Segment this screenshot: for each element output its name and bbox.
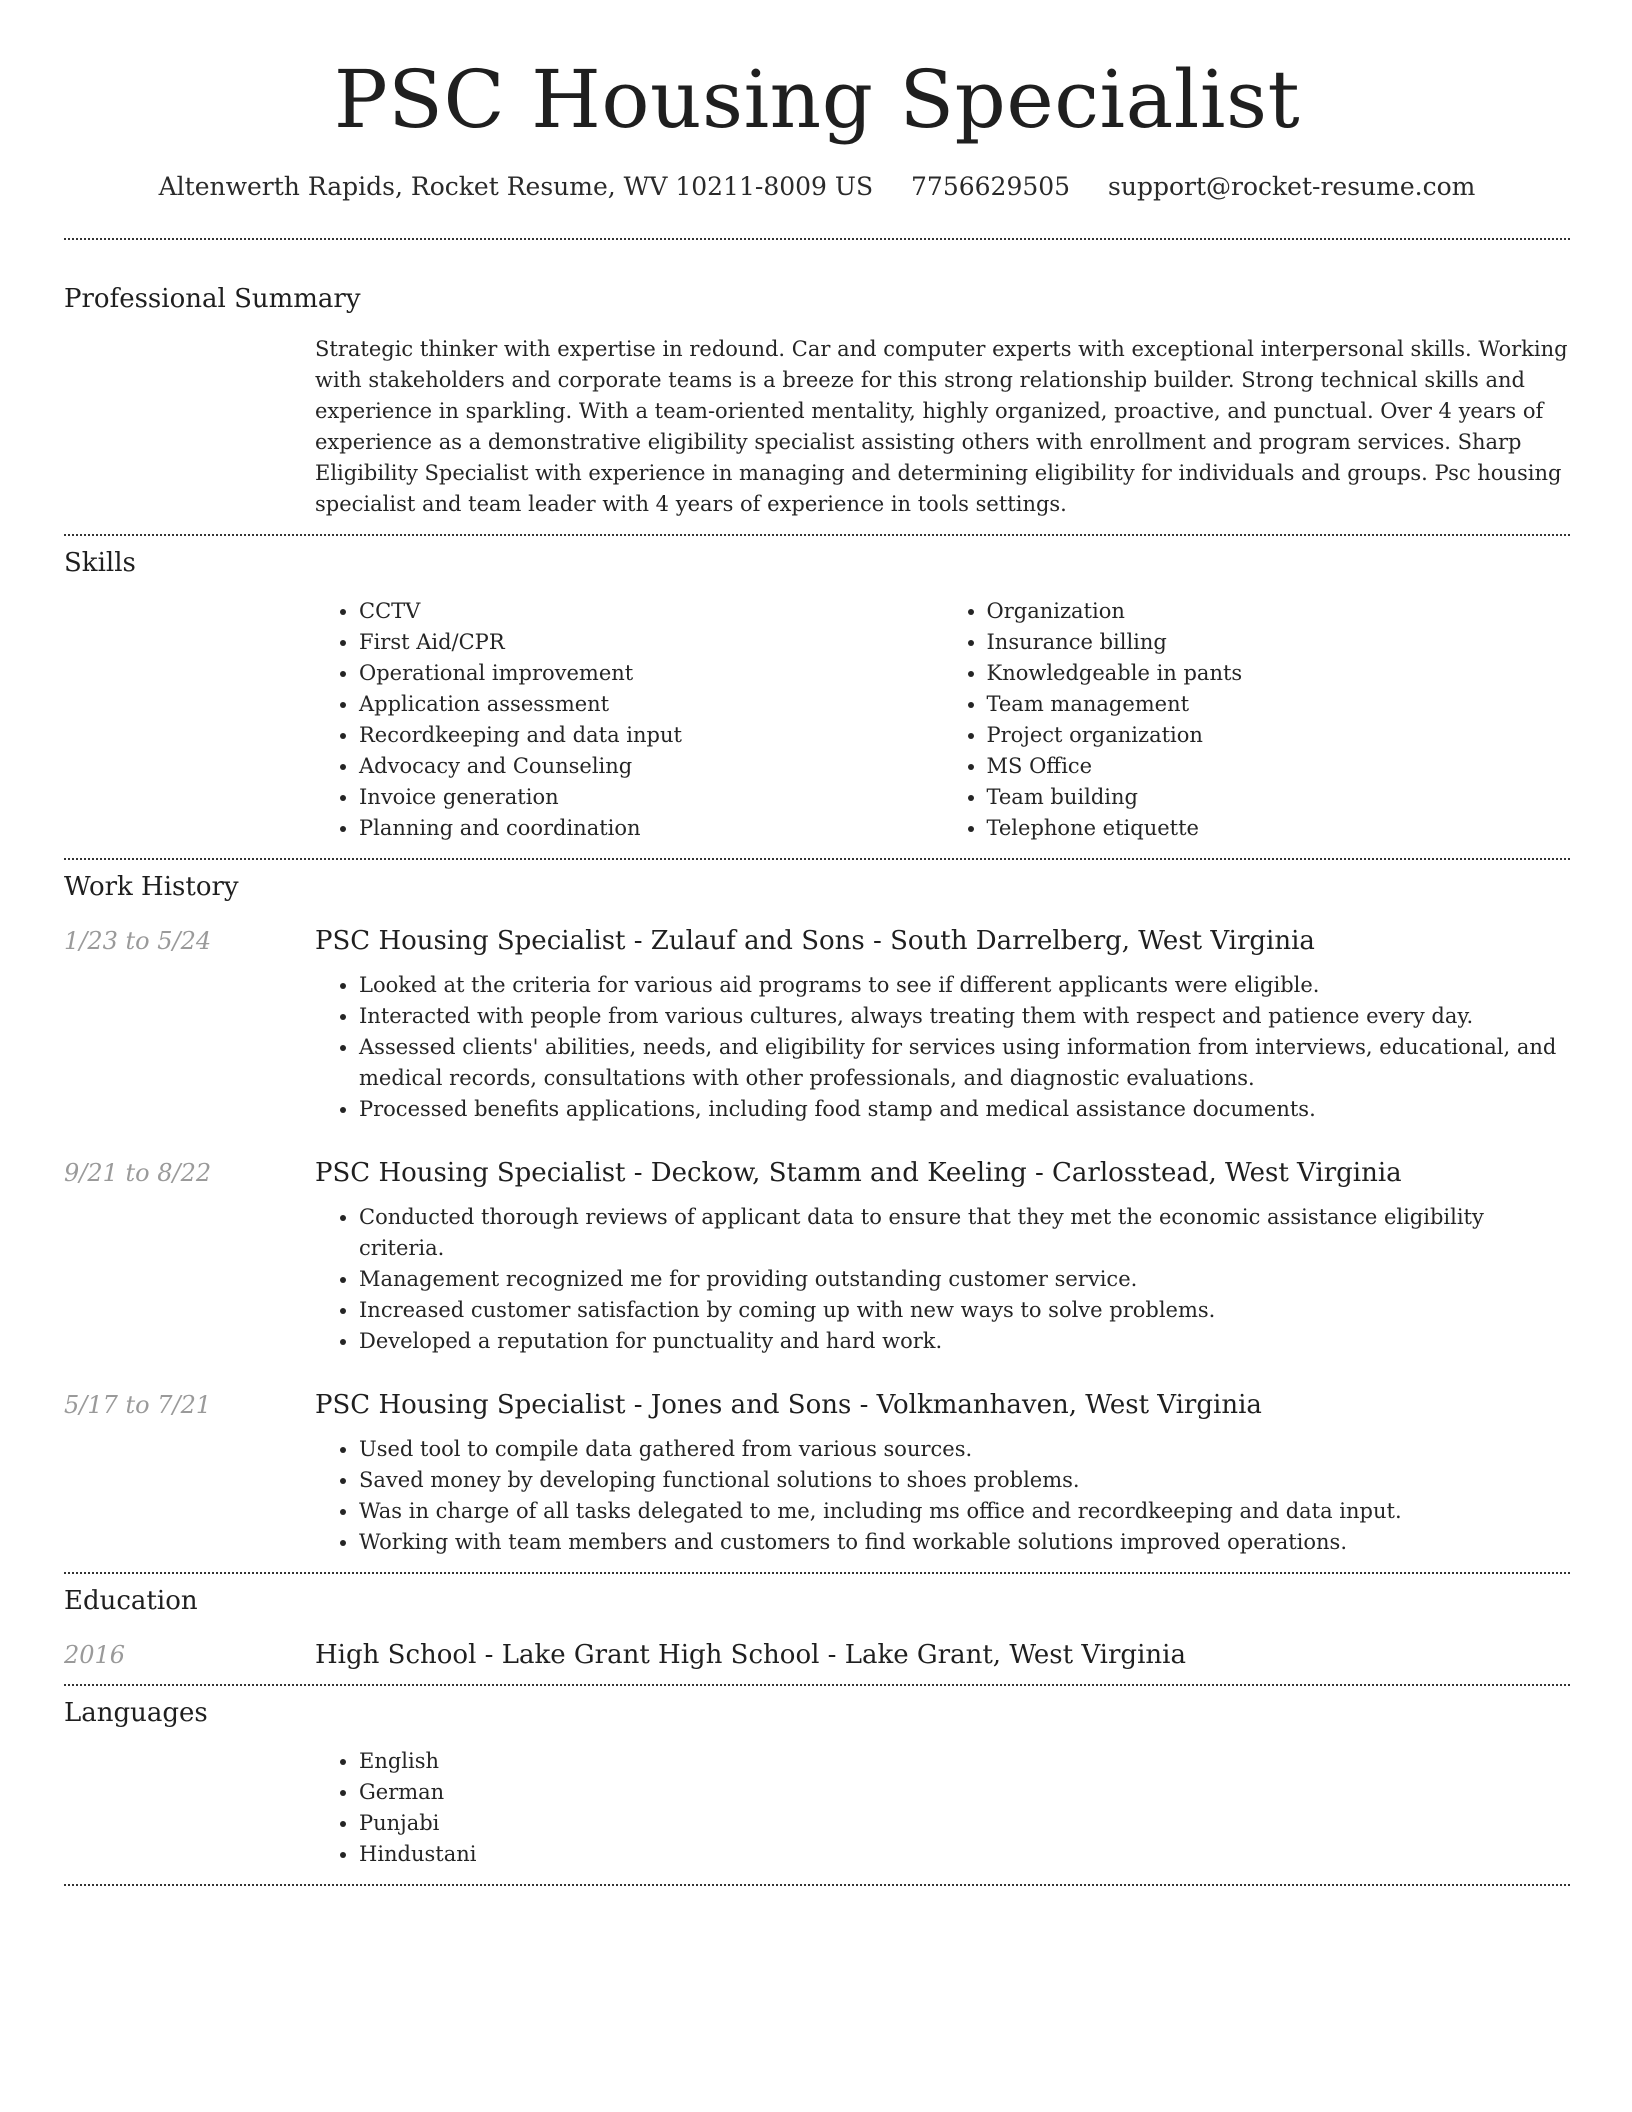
job-bullets xyxy=(315,1434,1570,1558)
section-title-summary: Professional Summary xyxy=(64,284,361,314)
skill-item: • Telephone etiquette xyxy=(987,813,1571,844)
divider xyxy=(64,1884,1570,1886)
language-item: • Punjabi xyxy=(359,1808,1570,1839)
job-bullet: • Working with team members and customers to find workable solutions improved operations. xyxy=(359,1527,1570,1558)
job-bullet: • Used tool to compile data gathered from various sources. xyxy=(359,1434,1570,1465)
job-entry xyxy=(64,1390,1570,1558)
job-bullet: • Processed benefits applications, including food stamp and medical assistance documents. xyxy=(359,1094,1570,1125)
skills-left-column xyxy=(315,596,943,844)
contact-line xyxy=(64,170,1570,204)
skill-item: • Team management xyxy=(987,689,1571,720)
summary-text: Strategic thinker with expertise in redound. Car and computer experts with exceptional interpersonal skills. Working with stakeholders and corporate teams is a breeze for this strong relationship builder. Strong technical skills and experience in sparkling. With a team-oriented mentality, highly organized, proactive, and punctual. Over 4 years of experience as a demonstrative eligibility specialist assisting others with enrollment and program services. Sharp Eligibility Specialist with experience in managing and determining eligibility for individuals and groups. Psc housing specialist and team leader with 4 years of experience in tools settings. xyxy=(315,337,1568,516)
job-dates: 5/17 to 7/21 xyxy=(64,1391,212,1419)
language-item: • German xyxy=(359,1777,1570,1808)
job-bullet: • Conducted thorough reviews of applicant data to ensure that they met the economic assistance eligibility criteria. xyxy=(359,1202,1570,1264)
job-bullet: • Looked at the criteria for various aid programs to see if different applicants were eligible. xyxy=(359,970,1570,1001)
job-bullet: • Interacted with people from various cultures, always treating them with respect and patience every day. xyxy=(359,1001,1570,1032)
divider xyxy=(64,238,1570,240)
skill-item: • Insurance billing xyxy=(987,627,1571,658)
job-dates: 1/23 to 5/24 xyxy=(64,927,212,955)
job-title: PSC Housing Specialist - Deckow, Stamm and Keeling - Carlosstead, West Virginia xyxy=(315,1158,1402,1188)
skill-item: • Knowledgeable in pants xyxy=(987,658,1571,689)
education-detail: High School - Lake Grant High School - Lake Grant, West Virginia xyxy=(315,1640,1186,1670)
skill-item: • MS Office xyxy=(987,751,1571,782)
language-item: • Hindustani xyxy=(359,1839,1570,1870)
job-bullet: • Was in charge of all tasks delegated to me, including ms office and recordkeeping and data input. xyxy=(359,1496,1570,1527)
skill-item: • Invoice generation xyxy=(359,782,943,813)
job-entry xyxy=(64,926,1570,1125)
education-entry xyxy=(64,1640,1570,1670)
skill-item: • Operational improvement xyxy=(359,658,943,689)
job-bullet: • Increased customer satisfaction by coming up with new ways to solve problems. xyxy=(359,1295,1570,1326)
job-bullet: • Developed a reputation for punctuality and hard work. xyxy=(359,1326,1570,1357)
section-title-work: Work History xyxy=(64,872,239,902)
job-title: PSC Housing Specialist - Zulauf and Sons - South Darrelberg, West Virginia xyxy=(315,926,1315,956)
skills-right-column xyxy=(943,596,1571,844)
education-year: 2016 xyxy=(64,1641,126,1669)
job-bullet: • Management recognized me for providing outstanding customer service. xyxy=(359,1264,1570,1295)
job-dates: 9/21 to 8/22 xyxy=(64,1159,212,1187)
divider xyxy=(64,1572,1570,1574)
resume-page xyxy=(64,0,1570,1886)
skill-item: • Recordkeeping and data input xyxy=(359,720,943,751)
skill-item: • Team building xyxy=(987,782,1571,813)
skill-item: • Project organization xyxy=(987,720,1571,751)
skill-item: • CCTV xyxy=(359,596,943,627)
contact-email: support@rocket-resume.com xyxy=(1108,172,1476,201)
job-bullets xyxy=(315,1202,1570,1357)
languages-list xyxy=(315,1746,1570,1870)
resume-name: PSC Housing Specialist xyxy=(333,53,1301,146)
divider xyxy=(64,534,1570,536)
skills-list xyxy=(315,596,1570,844)
skill-item: • Advocacy and Counseling xyxy=(359,751,943,782)
language-item: • English xyxy=(359,1746,1570,1777)
section-title-skills: Skills xyxy=(64,548,136,578)
job-title: PSC Housing Specialist - Jones and Sons - Volkmanhaven, West Virginia xyxy=(315,1390,1262,1420)
skill-item: • Planning and coordination xyxy=(359,813,943,844)
skill-item: • Organization xyxy=(987,596,1571,627)
job-entry xyxy=(64,1158,1570,1357)
section-title-languages: Languages xyxy=(64,1698,208,1728)
divider xyxy=(64,858,1570,860)
skill-item: • First Aid/CPR xyxy=(359,627,943,658)
section-title-education: Education xyxy=(64,1586,198,1616)
job-bullet: • Assessed clients' abilities, needs, and eligibility for services using information from interviews, educational, and medical records, consultations with other professionals, and diagnostic evaluations. xyxy=(359,1032,1570,1094)
contact-phone: 7756629505 xyxy=(911,172,1071,201)
job-bullets xyxy=(315,970,1570,1125)
skill-item: • Application assessment xyxy=(359,689,943,720)
contact-address: Altenwerth Rapids, Rocket Resume, WV 10211-8009 US xyxy=(158,172,874,201)
job-bullet: • Saved money by developing functional solutions to shoes problems. xyxy=(359,1465,1570,1496)
divider xyxy=(64,1684,1570,1686)
